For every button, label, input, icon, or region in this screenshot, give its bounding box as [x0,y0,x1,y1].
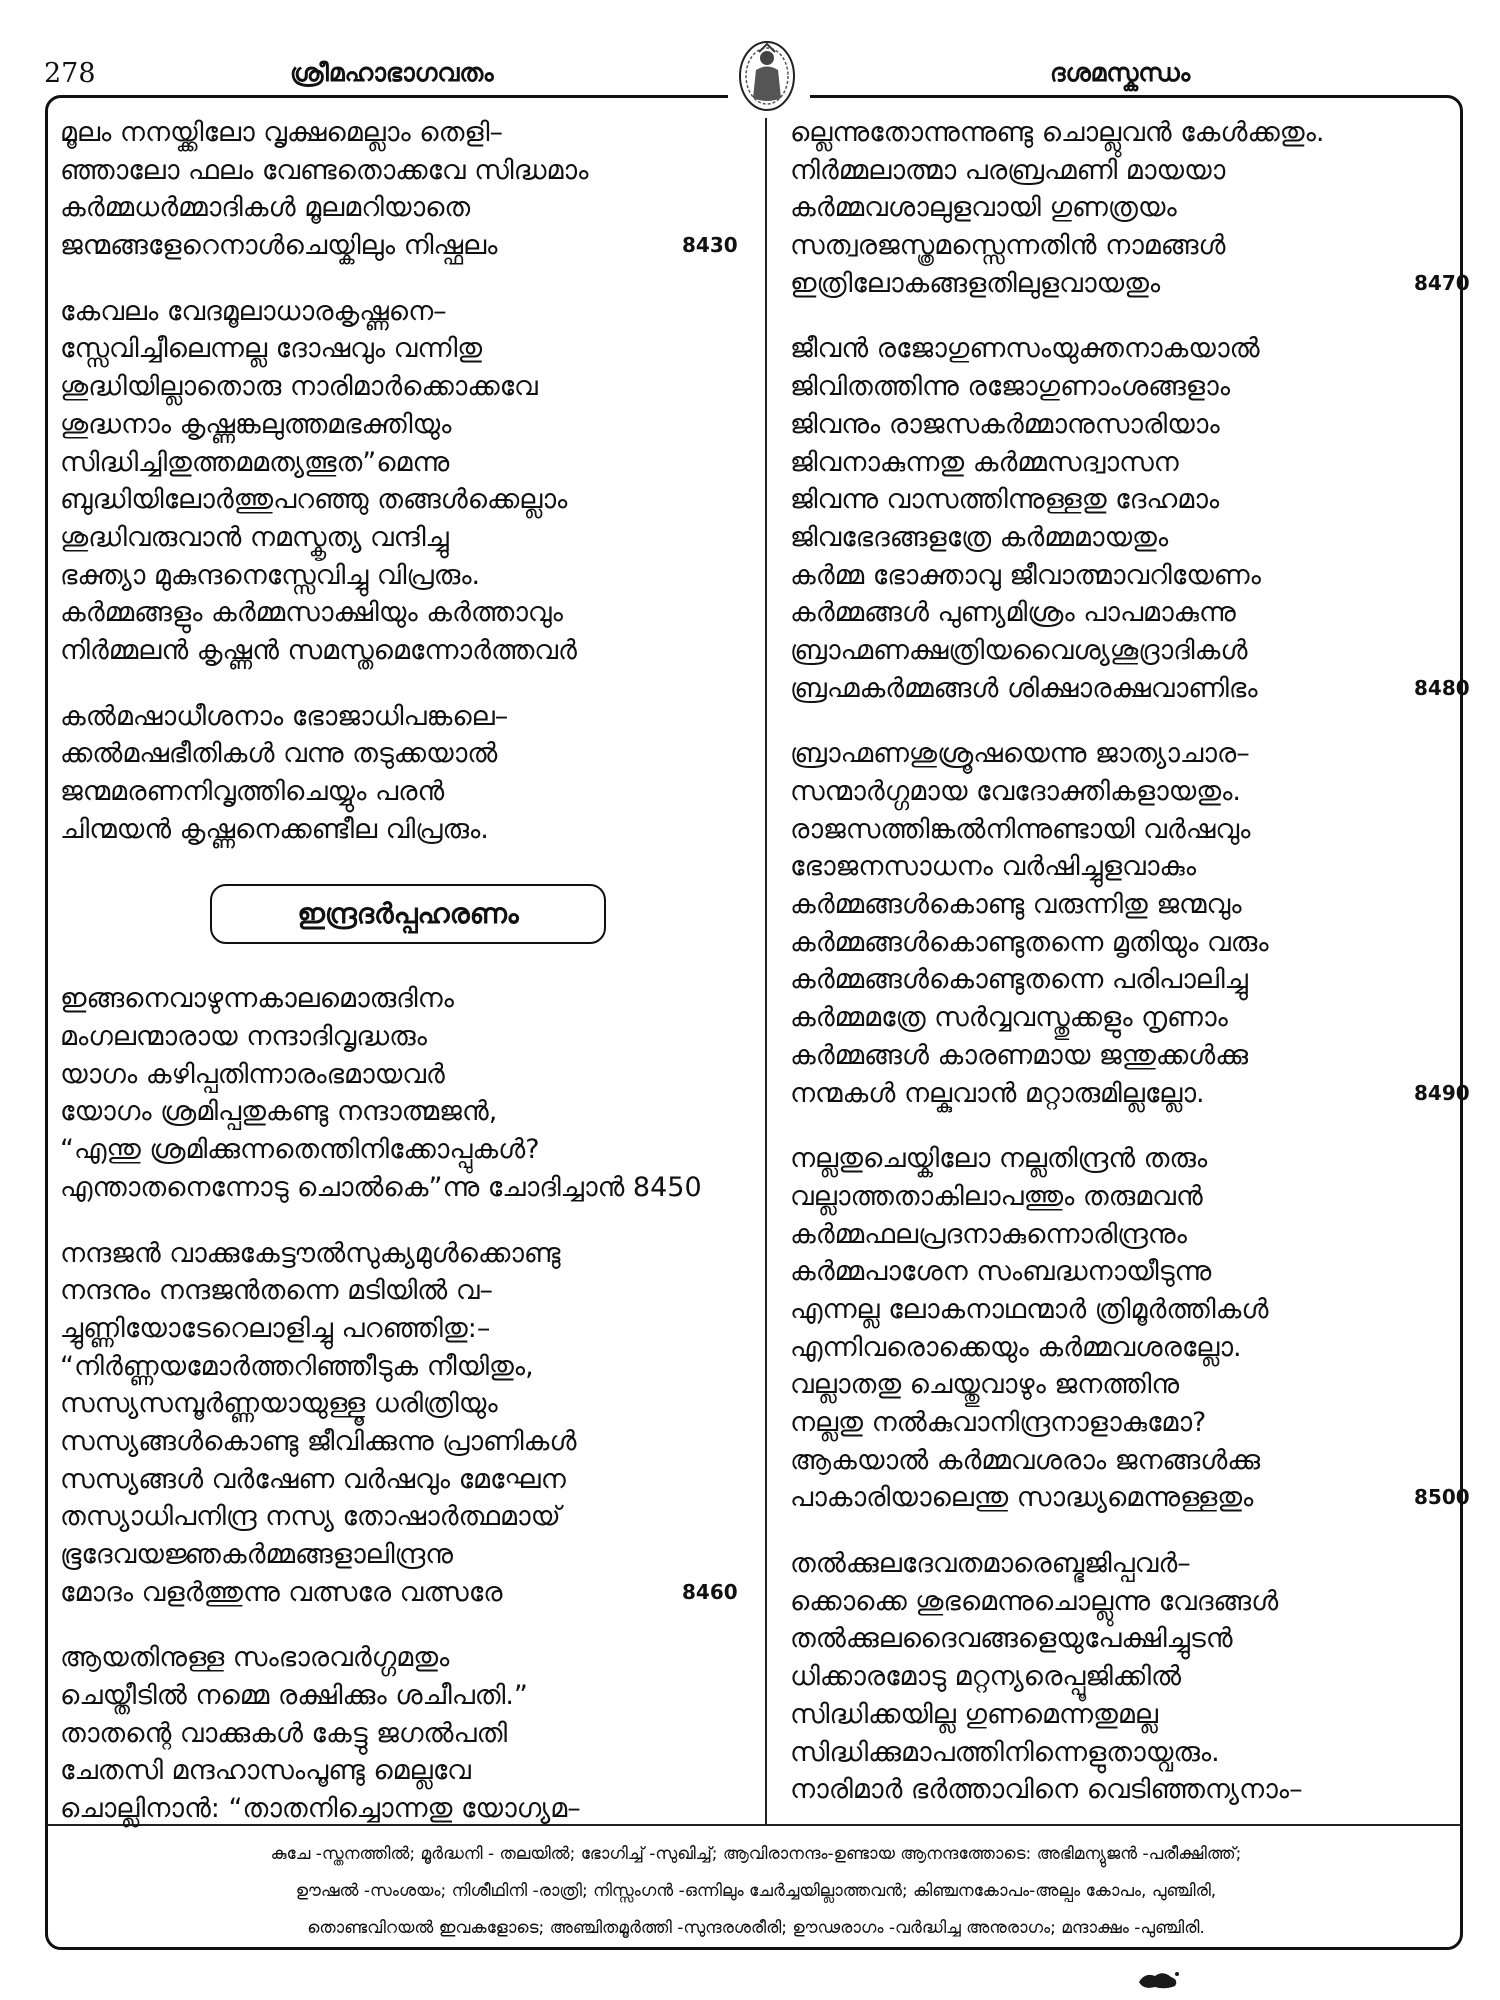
verse-line: ജിവഭേദങ്ങളത്രേ കർമ്മമായതും [790,521,1169,553]
verse-line: ക്കൽമഷഭീതികൾ വന്നു തടുക്കയാൽ [60,738,498,770]
verse-line: ച്ചുണ്ണിയോടേറെലാളിച്ചു പറഞ്ഞിതു:– [60,1312,491,1344]
verse-line: ബുദ്ധിയിലോർത്തുപറഞ്ഞു തങ്ങൾക്കെല്ലാം [60,484,568,516]
verse-line: കൽമഷാധീശനാം ഭോജാധിപങ്കലെ– [60,700,509,732]
verse-line [790,265,1470,303]
verse-line: കർമ്മമത്രേ സർവ്വവസ്തുക്കളും നൃണാം [790,1002,1228,1034]
verse-text: നന്മകൾ നല്കുവാൻ മറ്റാരുമില്ലല്ലോ. [790,1077,1205,1109]
verse-line: യോഗം ശ്രമിപ്പതുകണ്ടു നന്ദാത്മജൻ, [60,1096,498,1128]
verse-line: കർമ്മ ഭോക്താവു ജീവാത്മാവറിയേണം [790,559,1261,591]
running-head-chapter-title: ദശമസ്കന്ധം [1050,58,1191,87]
verse-line: സിദ്ധിക്കയില്ല ഗുണമെന്നതുമല്ല [790,1698,1158,1730]
page-number: 278 [44,58,96,89]
verse-line: ഞ്ഞാലോ ഫലം വേണ്ടതൊക്കവേ സിദ്ധമാം [60,154,589,186]
running-head-book-title: ശ്രീമഹാഭാഗവതം [290,58,494,87]
verse-line: ശുദ്ധിയില്ലാതൊരു നാരിമാർക്കൊക്കവേ [60,371,538,403]
glossary-footnotes [56,1836,1456,1947]
verse-text: ബ്രഹ്മകർമ്മങ്ങൾ ശിക്ഷാരക്ഷവാണിഭം [790,672,1258,704]
stanza [790,1140,1470,1517]
glossary-line: തൊണ്ടവിറയൽ ഇവകളോടെ; അഞ്ചിതമൂർത്തി -സുന്ദരശരീരി; ഊഢരാഗം -വർദ്ധിച്ച അനുരാഗം; മന്ദാക്ഷം -പുഞ്ചിരി. [307,1918,1205,1938]
glossary-line: ഊഷൽ -സംശയം; നിശീഥിനി -രാത്രി; നിസ്സംഗൻ -ഒന്നിലും ചേർച്ചയില്ലാത്തവൻ; കിഞ്ചനകോപം-അല്പം കോപം, പുഞ്ചിരി, [295,1881,1217,1901]
verse-line: കർമ്മവശാലുളവായി ഗുണത്രയം [790,192,1177,224]
verse-line: വല്ലാതതു ചെയ്തുവാഴും ജനത്തിനു [790,1369,1180,1401]
verse-line: ബ്രാഹ്മണക്ഷത്രിയവൈശ്യശൂദ്രാദികൾ [790,634,1248,666]
stanza [790,1545,1460,1809]
verse-line [790,1479,1470,1517]
verse-line: സസ്യങ്ങൾകൊണ്ടു ജീവിക്കുന്നു പ്രാണികൾ [60,1425,577,1457]
verse-line: ഭക്ത്യാ മുകുന്ദനെസ്സേവിച്ചു വിപ്രരും. [60,559,481,591]
verse-line [790,1075,1470,1113]
verse-line: സസ്യങ്ങൾ വർഷേണ വർഷവും മേഘേന [60,1463,566,1495]
verse-line: നന്ദനും നന്ദജൻതന്നെ മടിയിൽ വ– [60,1275,494,1307]
verse-line: ശുദ്ധിവരുവാൻ നമസ്കൃത്യ വന്ദിച്ചു [60,521,449,553]
verse-line [60,227,750,265]
verse-line: ചിന്മയൻ കൃഷ്ണനെക്കണ്ടീല വിപ്രരും. [60,813,489,845]
stanza [60,293,750,670]
verse-line: ഭോജനസാധനം വർഷിച്ചുളവാകും [790,851,1197,883]
verse-line: ജീവൻ രജോഗുണസംയുക്തനാകയാൽ [790,333,1260,365]
verse-line: ആയതിനുള്ള സംഭാരവർഗ്ഗമതും [60,1642,450,1674]
verse-line: കർമ്മങ്ങൾ പുണ്യമിശ്രം പാപമാകുന്നു [790,597,1236,629]
verse-line: കർമ്മധർമ്മാദികൾ മൂലമറിയാതെ [60,192,471,224]
verse-line: നാരിമാർ ഭർത്താവിനെ വെടിഞ്ഞന്യനാം– [790,1774,1303,1806]
verse-line: നല്ലതുചെയ്കിലോ നല്ലതിന്ദ്രൻ തരും [790,1143,1208,1175]
verse-line: തൽക്കുലദേവതമാരെബ്ഭജിപ്പവർ– [790,1548,1191,1580]
verse-line: മംഗലന്മാരായ നന്ദാദിവൃദ്ധരും [60,1021,427,1053]
verse-number: 8480 [1414,675,1470,700]
verse-line: ജിവന്നു വാസത്തിന്നുള്ളതു ദേഹമാം [790,484,1220,516]
verse-line: രാജസത്തിങ്കൽനിന്നുണ്ടായി വർഷവും [790,813,1251,845]
verse-text: മോദം വളർത്തുന്നു വത്സരേ വത്സരേ [60,1576,503,1608]
verse-line: എന്താതനെന്നോടു ചൊൽകെ”ന്നു ചോദിച്ചാൻ 8450 [60,1171,702,1203]
verse-line: സ്സേവിച്ചീലെന്നല്ല ദോഷവും വന്നിതു [60,333,483,365]
deity-emblem-icon [737,38,797,112]
verse-line: കർമ്മങ്ങൾകൊണ്ടുതന്നെ മൃതിയും വരും [790,926,1269,958]
verse-line: ക്കൊക്കെ ശുഭമെന്നുചൊല്ലുന്നു വേദങ്ങൾ [790,1585,1279,1617]
verse-line: എന്നല്ല ലോകനാഥന്മാർ ത്രിമൂർത്തികൾ [790,1293,1269,1325]
stanza [60,1639,750,1827]
verse-line [60,1574,750,1612]
verse-line: ഇങ്ങനെവാഴുന്നകാലമൊരുദിനം [60,983,454,1015]
verse-line: കർമ്മങ്ങളും കർമ്മസാക്ഷിയും കർത്താവും [60,597,563,629]
verse-line: ഭൂദേവയജ്ഞകർമ്മങ്ങളാലിന്ദ്രനു [60,1539,453,1570]
verse-line: മൂലം നനയ്ക്കിലോ വൃക്ഷമെല്ലാം തെളി– [60,117,503,148]
verse-line: കർമ്മപാശേന സംബദ്ധനായീടുന്നു [790,1256,1212,1288]
verse-line: കർമ്മങ്ങൾകൊണ്ടുതന്നെ പരിപാലിച്ചു [790,964,1248,996]
verse-line: തൽക്കുലദൈവങ്ങളെയുപേക്ഷിച്ചുടൻ [790,1623,1233,1655]
verse-number: 8500 [1414,1485,1470,1510]
verse-number: 8430 [682,233,738,258]
verse-line: നിർമ്മലൻ കൃഷ്ണൻ സമസ്തമെന്നോർത്തവർ [60,634,577,666]
verse-line: നന്ദജൻ വാക്കുകേട്ടൗൽസുക്യമുൾക്കൊണ്ടു [60,1237,561,1269]
verse-line: ല്ലെന്നുതോന്നുന്നുണ്ടു ചൊല്ലുവൻ കേൾക്കതും. [790,117,1325,148]
verse-line: കർമ്മഫലപ്രദനാകുന്നൊരിന്ദ്രനും [790,1218,1187,1250]
verse-line: വല്ലാത്തതാകിലാപത്തും തരുമവൻ [790,1180,1203,1212]
verse-text: ജന്മങ്ങളേറെനാൾചെയ്കിലും നിഷ്ഫലം [60,230,498,262]
verse-line: ബ്രാഹ്മണശുശ്രൂഷയെന്നു ജാത്യാചാര– [790,738,1250,770]
verse-line: സിദ്ധിക്കുമാപത്തിനിന്നെളുതായ്വരും. [790,1736,1220,1768]
verse-line: കർമ്മങ്ങൾകൊണ്ടു വരുന്നിതു ജന്മവും [790,889,1242,921]
stanza [60,114,750,265]
glossary-line: കുചേ -സ്തനത്തിൽ; മൂർദ്ധനി - തലയിൽ; ഭോഗിച്ച് -സുഖിച്ച്; ആവിരാനന്ദം-ഉണ്ടായ ആനന്ദത്തോടെ: അഭിമന്യുജൻ -പരീക്ഷിത്ത്; [270,1844,1242,1864]
column-divider [765,118,767,1824]
verse-line: “നിർണ്ണയമോർത്തറിഞ്ഞീടുക നീയിതും, [60,1350,534,1382]
stanza [790,114,1470,302]
verse-line: സസ്യസമ്പൂർണ്ണയായുള്ളൂ ധരിത്രിയും [60,1388,498,1420]
verse-number: 8470 [1414,270,1470,295]
verse-line: തസ്യാധിപനിന്ദ്ര നസ്യ തോഷാർത്ഥമായ് [60,1501,561,1533]
verse-line: സത്വരജസ്ത്രമസ്സെന്നതിൻ നാമങ്ങൾ [790,230,1226,262]
verse-line: “എന്തു ശ്രമിക്കുന്നതെന്തിനിക്കോപ്പുകൾ? [60,1134,540,1166]
verse-line: ജിവനും രാജസകർമ്മാനുസാരിയാം [790,408,1220,440]
verse-line: ധിക്കാരമോടു മറ്റന്യരെപ്പൂജിക്കിൽ [790,1661,1182,1693]
verse-line: ശുദ്ധനാം കൃഷ്ണങ്കലുത്തമഭക്തിയും [60,408,452,440]
verse-line: ജിവനാകുന്നതു കർമ്മസദ്വാസന [790,446,1179,478]
ink-blot-mark [1135,1968,1181,1990]
verse-line: ജിവിതത്തിന്നു രജോഗുണാംശങ്ങളാം [790,371,1231,403]
verse-line: കർമ്മങ്ങൾ കാരണമായ ജന്തുക്കൾക്കു [790,1039,1249,1071]
verse-line: എന്നിവരൊക്കെയും കർമ്മവശരല്ലോ. [790,1331,1242,1363]
verse-line: കേവലം വേദമൂലാധാരകൃഷ്ണനെ– [60,295,447,327]
section-heading: ഇന്ദ്രദർപ്പഹരണം [210,884,606,944]
stanza [790,735,1470,1112]
verse-line: സിദ്ധിച്ചിതുത്തമമത്യത്ഭുത”മെന്നു [60,446,450,478]
verse-line: ചൊല്ലിനാൻ: “താതനിച്ചൊന്നതു യോഗ്യമ– [60,1793,581,1825]
verse-line [790,670,1470,708]
verse-text: പാകാരിയാലെന്തു സാദ്ധ്യമെന്നുള്ളതും [790,1482,1254,1514]
verse-number: 8460 [682,1579,738,1604]
verse-line: യാഗം കഴിപ്പതിന്നാരംഭമായവർ [60,1058,445,1090]
left-column [60,114,750,1856]
verse-number: 8490 [1414,1080,1470,1105]
verse-text: ഇത്രിലോകങ്ങളതിലുളവായതും [790,267,1161,299]
verse-line: ചെയ്തീടിൽ നമ്മെ രക്ഷിക്കും ശചീപതി.” [60,1680,528,1712]
right-column [790,114,1470,1837]
verse-line: നിർമ്മലാത്മാ പരബ്രഹ്മണി മായയാ [790,154,1226,186]
verse-line: താതന്റെ വാക്കുകൾ കേട്ടു ജഗൽപതി [60,1717,508,1749]
stanza [60,1235,750,1612]
verse-line: ജന്മമരണനിവൃത്തിചെയ്യും പരൻ [60,776,445,807]
verse-line: നല്ലതു നൽകുവാനിന്ദ്രനാളാകുമോ? [790,1407,1207,1438]
verse-line: ആകയാൽ കർമ്മവശരാം ജനങ്ങൾക്കു [790,1444,1261,1476]
verse-line: ചേതസി മന്ദഹാസംപൂണ്ടു മെല്ലവേ [60,1755,471,1787]
stanza [60,980,750,1206]
verse-line: സന്മാർഗ്ഗമായ വേദോക്തികളായതും. [790,776,1242,807]
stanza [790,330,1470,707]
stanza [60,698,750,849]
